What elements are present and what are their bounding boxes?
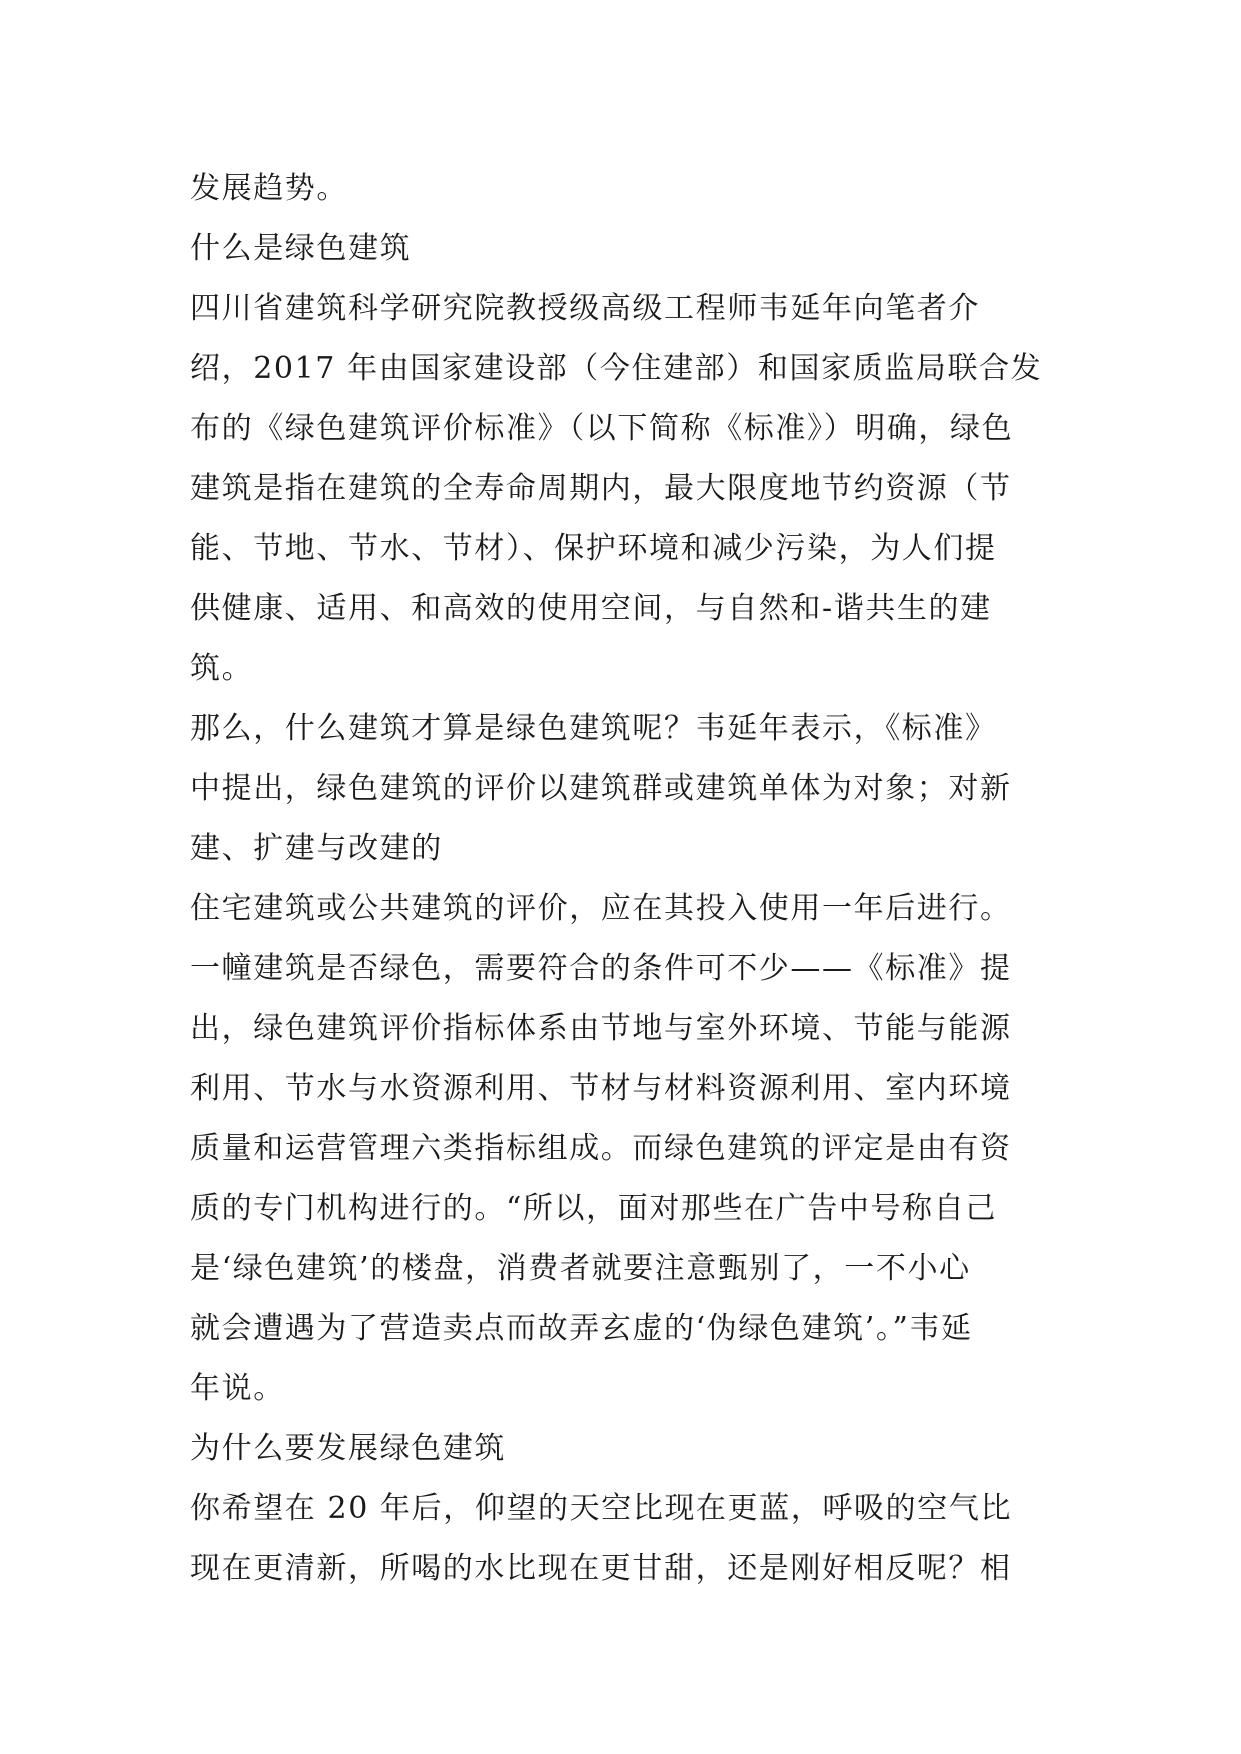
- text-line: 一幢建筑是否绿色，需要符合的条件可不少——《标准》提: [190, 951, 1012, 986]
- text-line: 住宅建筑或公共建筑的评价，应在其投入使用一年后进行。: [190, 891, 1012, 926]
- section-heading: 什么是绿色建筑: [190, 231, 412, 266]
- text-line: 就会遭遇为了营造卖点而故弄玄虚的‘伪绿色建筑’。”韦延: [190, 1311, 973, 1346]
- text-line: 出，绿色建筑评价指标体系由节地与室外环境、节能与能源: [190, 1011, 1012, 1046]
- text-line: 那么，什么建筑才算是绿色建筑呢？韦延年表示，《标准》: [190, 711, 997, 746]
- text-line: 布的《绿色建筑评价标准》（以下简称《标准》）明确，绿色: [190, 411, 1014, 446]
- text-line: 你希望在 20 年后，仰望的天空比现在更蓝，呼吸的空气比: [190, 1491, 1013, 1526]
- text-line: 中提出，绿色建筑的评价以建筑群或建筑单体为对象；对新: [190, 771, 1012, 806]
- text-line: 年说。: [190, 1371, 285, 1406]
- text-line: 四川省建筑科学研究院教授级高级工程师韦延年向笔者介: [190, 291, 980, 326]
- text-line: 建、扩建与改建的: [190, 831, 443, 866]
- text-line: 能、节地、节水、节材）、保护环境和减少污染，为人们提: [190, 531, 997, 566]
- text-line: 是‘绿色建筑’的楼盘，消费者就要注意甄别了，一不小心: [190, 1251, 971, 1286]
- text-line: 筑。: [190, 651, 254, 686]
- text-line: 发展趋势。: [190, 171, 348, 206]
- text-line: 现在更清新，所喝的水比现在更甘甜，还是刚好相反呢？相: [190, 1551, 1012, 1586]
- text-line: 建筑是指在建筑的全寿命周期内，最大限度地节约资源（节: [190, 471, 1012, 506]
- section-heading: 为什么要发展绿色建筑: [190, 1431, 506, 1466]
- text-line: 质量和运营管理六类指标组成。而绿色建筑的评定是由有资: [190, 1131, 1012, 1166]
- text-line: 供健康、适用、和高效的使用空间，与自然和-谐共生的建: [190, 591, 992, 626]
- text-line: 质的专门机构进行的。“所以，面对那些在广告中号称自己: [190, 1191, 997, 1226]
- text-line: 利用、节水与水资源利用、节材与材料资源利用、室内环境: [190, 1071, 1012, 1106]
- document-body: [190, 159, 1070, 1599]
- text-line: 绍，2017 年由国家建设部（今住建部）和国家质监局联合发: [190, 351, 1043, 386]
